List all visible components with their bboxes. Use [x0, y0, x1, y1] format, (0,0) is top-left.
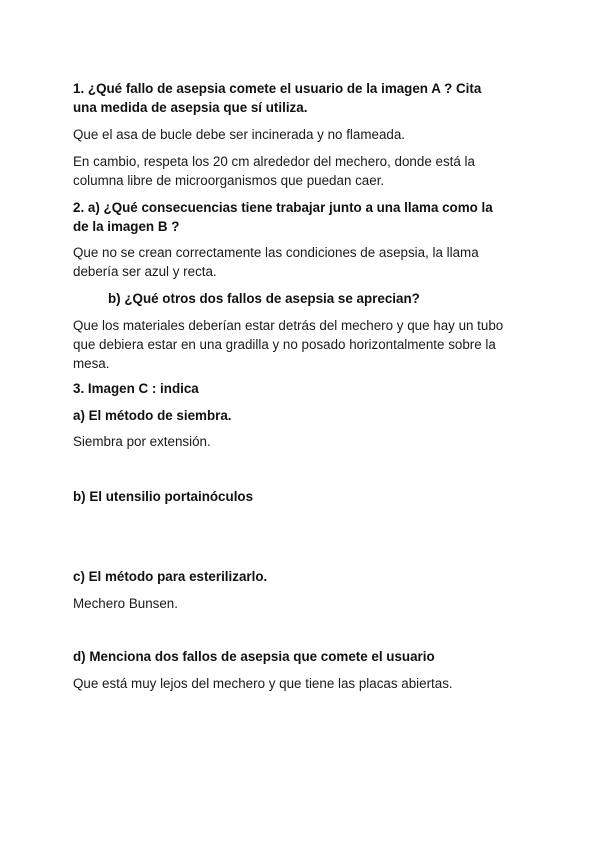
answer-2b-line-2: que debiera estar en una gradilla y no posado horizontalmente sobre la: [73, 337, 496, 352]
question-1-line-1: 1. ¿Qué fallo de asepsia comete el usuario de la imagen A ? Cita: [73, 81, 482, 96]
answer-2b-line-1: Que los materiales deberían estar detrás del mechero y que hay un tubo: [73, 318, 504, 333]
answer-3d: Que está muy lejos del mechero y que tiene las placas abiertas.: [73, 676, 453, 691]
question-2a-line-1: 2. a) ¿Qué consecuencias tiene trabajar junto a una llama como la: [73, 200, 493, 215]
question-3d: d) Menciona dos fallos de asepsia que comete el usuario: [73, 649, 435, 664]
answer-2b-line-3: mesa.: [73, 356, 110, 371]
answer-2a-line-1: Que no se crean correctamente las condiciones de asepsia, la llama: [73, 245, 479, 260]
answer-1b-line-1: En cambio, respeta los 20 cm alrededor del mechero, donde está la: [73, 154, 475, 169]
question-1-line-2: una medida de asepsia que sí utiliza.: [73, 100, 308, 115]
question-2b: b) ¿Qué otros dos fallos de asepsia se aprecian?: [108, 291, 420, 306]
answer-2a-line-2: debería ser azul y recta.: [73, 264, 217, 279]
answer-3a: Siembra por extensión.: [73, 434, 211, 449]
question-2a-line-2: de la imagen B ?: [73, 219, 180, 234]
answer-1b-line-2: columna libre de microorganismos que puedan caer.: [73, 173, 385, 188]
answer-1-line-1: Que el asa de bucle debe ser incinerada y no flameada.: [73, 127, 406, 142]
question-3a: a) El método de siembra.: [73, 408, 232, 423]
answer-3c: Mechero Bunsen.: [73, 596, 178, 611]
question-3-heading: 3. Imagen C : indica: [73, 381, 199, 396]
question-3c: c) El método para esterilizarlo.: [73, 569, 268, 584]
question-3b: b) El utensilio portainóculos: [73, 489, 254, 504]
